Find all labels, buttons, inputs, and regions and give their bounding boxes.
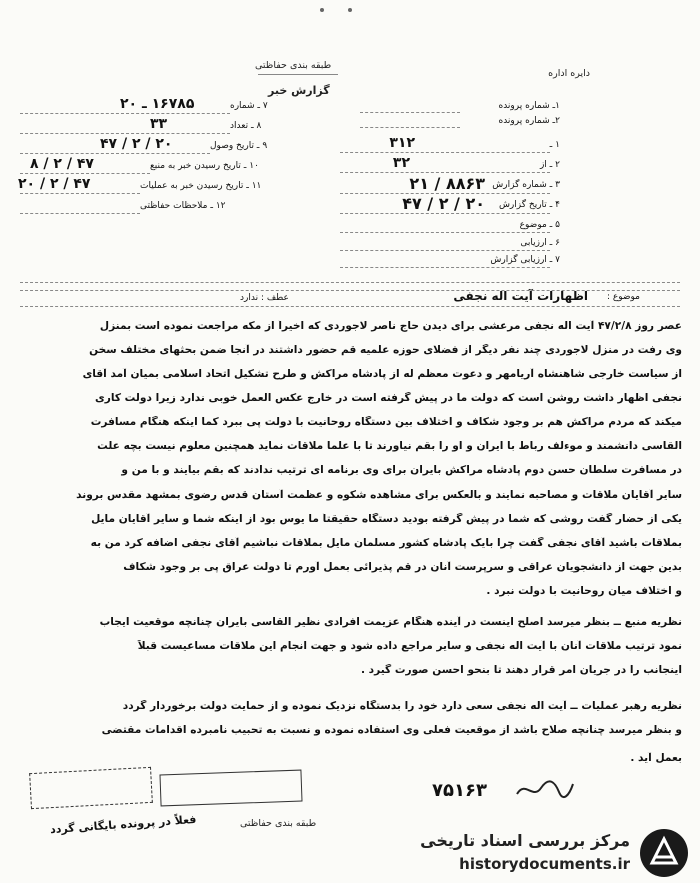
- form-right-label: ۷ ـ ارزیابی گزارش: [490, 255, 560, 265]
- divider: [258, 74, 338, 75]
- divider: [20, 133, 230, 134]
- stamp-box: [29, 767, 153, 809]
- body-line: بملاقات باشید آقای نجفی گفت چرا بایک پادشاه کشور مسلمان مایل بملاقات نباشیم آقای نجفی اضافه کرد من به: [90, 537, 682, 549]
- form-right-label: ۵ ـ موضوع: [519, 220, 560, 230]
- reference-number: ۷۵۱۶۳: [432, 780, 487, 801]
- punch-mark: [320, 8, 324, 12]
- body-line: نجفی اظهار داشت روشن است که دولت ما در پیش گرفته است در خارج عکس العمل خوبی ندارد زیرا دولت کاری: [95, 392, 682, 404]
- body-line: عصر روز ۴۷/۲/۸ آیت اله نجفی مرعشی برای دیدن حاج ناصر لاجوردی که اخیراً از مکه مراجعت نموده است بمنزل: [99, 320, 682, 332]
- form-left-value: ۱۶۷۸۵ ـ ۲۰: [120, 96, 195, 112]
- form-right-value: ۲۰ / ۲ / ۴۷: [402, 194, 485, 213]
- form-title: گزارش خبر: [268, 84, 330, 97]
- form-right-label: ۱ـ شماره پرونده: [498, 101, 560, 111]
- form-right-value: ۸۸۶۳ / ۲۱: [409, 174, 485, 193]
- form-right-label: ۲ ـ از: [539, 160, 560, 170]
- body-line: میکند که مردم مراکش هم بر وجود شکاف و اختلاف بین دستگاه روحانیت با دولت پی ببرد کما اینکه هنگام مسافرت: [90, 416, 682, 428]
- divider: [340, 152, 550, 153]
- source-opinion-line: نمود ترتیب ملاقات آنان با آیت اله نجفی و سایر مراجع داده شود و جهت انجام این ملاقات مساعیست قبلاً: [137, 640, 682, 652]
- operations-opinion-line: و بنظر میرسد چنانچه صلاح باشد از موقعیت فعلی وی استفاده نموده و نسبت به تحبیب نامبرده اقدامات مقتضی: [101, 724, 682, 736]
- divider: [20, 173, 150, 174]
- form-left-label: ۸ ـ تعداد: [230, 121, 262, 131]
- divider: [20, 193, 140, 194]
- form-left-label: ۹ ـ تاریخ وصول: [210, 141, 268, 151]
- form-left-label: ۱۱ ـ تاریخ رسیدن خبر به عملیات: [140, 181, 262, 191]
- punch-mark: [348, 8, 352, 12]
- form-right-value: ۳۲: [392, 155, 410, 171]
- operations-opinion-line: نظریه رهبر عملیات ــ آیت اله نجفی سعی دارد خود را بدستگاه نزدیک نموده و از حمایت دولت برخوردار گردد: [122, 700, 682, 712]
- header-classification: طبقه بندی حفاظتی: [255, 60, 332, 71]
- watermark-url: historydocuments.ir: [459, 855, 630, 873]
- source-opinion-line: نظریه منبع ــ بنظر میرسد اصلح اینست در آینده هنگام عزیمت افرادی نظیر القاسی بایران چنانچه موقعیت ایجاب: [99, 616, 682, 628]
- watermark: [400, 823, 700, 883]
- subject-text: اظهارات آیت اله نجفی: [453, 289, 588, 303]
- subject-label: موضوع :: [606, 292, 640, 302]
- form-left-value: ۴۷ / ۲ / ۸: [30, 156, 94, 172]
- body-line: در مسافرت سلطان حسن دوم پادشاه مراکش بایران برای وی برنامه ای ترتیب ندادند که بقم بیایند و با من و: [121, 464, 682, 476]
- form-right-value: ۳۱۲: [389, 135, 415, 151]
- body-line: یکی از حضار گفت روشی که شما در پیش گرفته بودید دستگاه حقیقتاً ما یوس بود از اینکه شما و سایر آقایان مایل: [91, 513, 682, 525]
- form-right-label: ۲ـ شماره پرونده: [498, 116, 560, 126]
- watermark-logo: [638, 827, 690, 879]
- divider: [20, 282, 680, 283]
- watermark-title: مرکز بررسی اسناد تاریخی: [420, 831, 630, 850]
- body-line: از سیاست خارجی شاهنشاه آریامهر و دعوت معظم له از پادشاه مراکش و طرح تشکیل اتحاد اسلامی بمیان آمد آقای: [82, 368, 682, 380]
- divider: [20, 213, 140, 214]
- signature: [515, 776, 575, 802]
- form-right-label: ۴ ـ تاریخ گزارش: [498, 200, 560, 210]
- form-left-label: ۱۲ ـ ملاحظات حفاظتی: [140, 201, 226, 211]
- divider: [340, 250, 550, 251]
- divider: [340, 267, 550, 268]
- body-line: سایر آقایان ملاقات و مصاحبه نمایند و بالعکس برای مشاهده شکوه و عظمت آستان قدس رضوی بمشهد مقدس بروند: [76, 489, 682, 501]
- form-right-label: ۱ ـ: [549, 140, 560, 150]
- divider: [20, 113, 230, 114]
- reference-text: عطف : ندارد: [240, 293, 289, 303]
- form-left-label: ۷ ـ شماره: [230, 101, 268, 111]
- body-line: القاسی دانشمند و موءلف رباط با ایران و او را بقم نیاورند تا با علما ملاقات نماید همچنین معلوم نیست بچه علت: [97, 440, 682, 452]
- divider: [340, 232, 550, 233]
- source-opinion-line: اینجانب را در جریان امر قرار دهند تا بنحو احسن صورت گیرد .: [360, 664, 682, 676]
- handwritten-note: فعلاً در پرونده بایگانی گردد: [49, 812, 197, 837]
- form-left-value: ۳۳: [150, 116, 168, 132]
- divider: [360, 112, 460, 113]
- form-left-value: ۲۰ / ۲ / ۴۷: [100, 136, 173, 152]
- body-line: وی رفت در منزل لاجوردی چند نفر دیگر از فضلای حوزه علمیه قم حضور داشتند در آنجا ضمن بحثهای مختلف سخن: [89, 344, 682, 356]
- divider: [20, 306, 680, 307]
- footer-classification: طبقه بندی حفاظتی: [240, 818, 317, 829]
- form-left-value: ۴۷ / ۲ / ۲۰: [18, 176, 91, 192]
- stamp-box: [159, 770, 302, 807]
- body-line: و اختلاف میان روحانیت با دولت نبرد .: [486, 585, 682, 597]
- form-right-label: ۶ ـ ارزیابی: [520, 238, 560, 248]
- divider: [340, 172, 550, 173]
- operations-opinion-line: بعمل آید .: [630, 752, 682, 764]
- body-line: بدین جهت از دانشجویان عراقی و سرپرست آنان در قم پذیرائی بعمل آورم تا دولت عراق پی بر وجود شکاف: [123, 561, 682, 573]
- divider: [340, 213, 550, 214]
- form-right-label: ۳ ـ شماره گزارش: [492, 180, 560, 190]
- header-department: دایره اداره: [548, 68, 590, 79]
- divider: [360, 127, 460, 128]
- form-left-label: ۱۰ ـ تاریخ رسیدن خبر به منبع: [150, 161, 259, 171]
- divider: [20, 153, 210, 154]
